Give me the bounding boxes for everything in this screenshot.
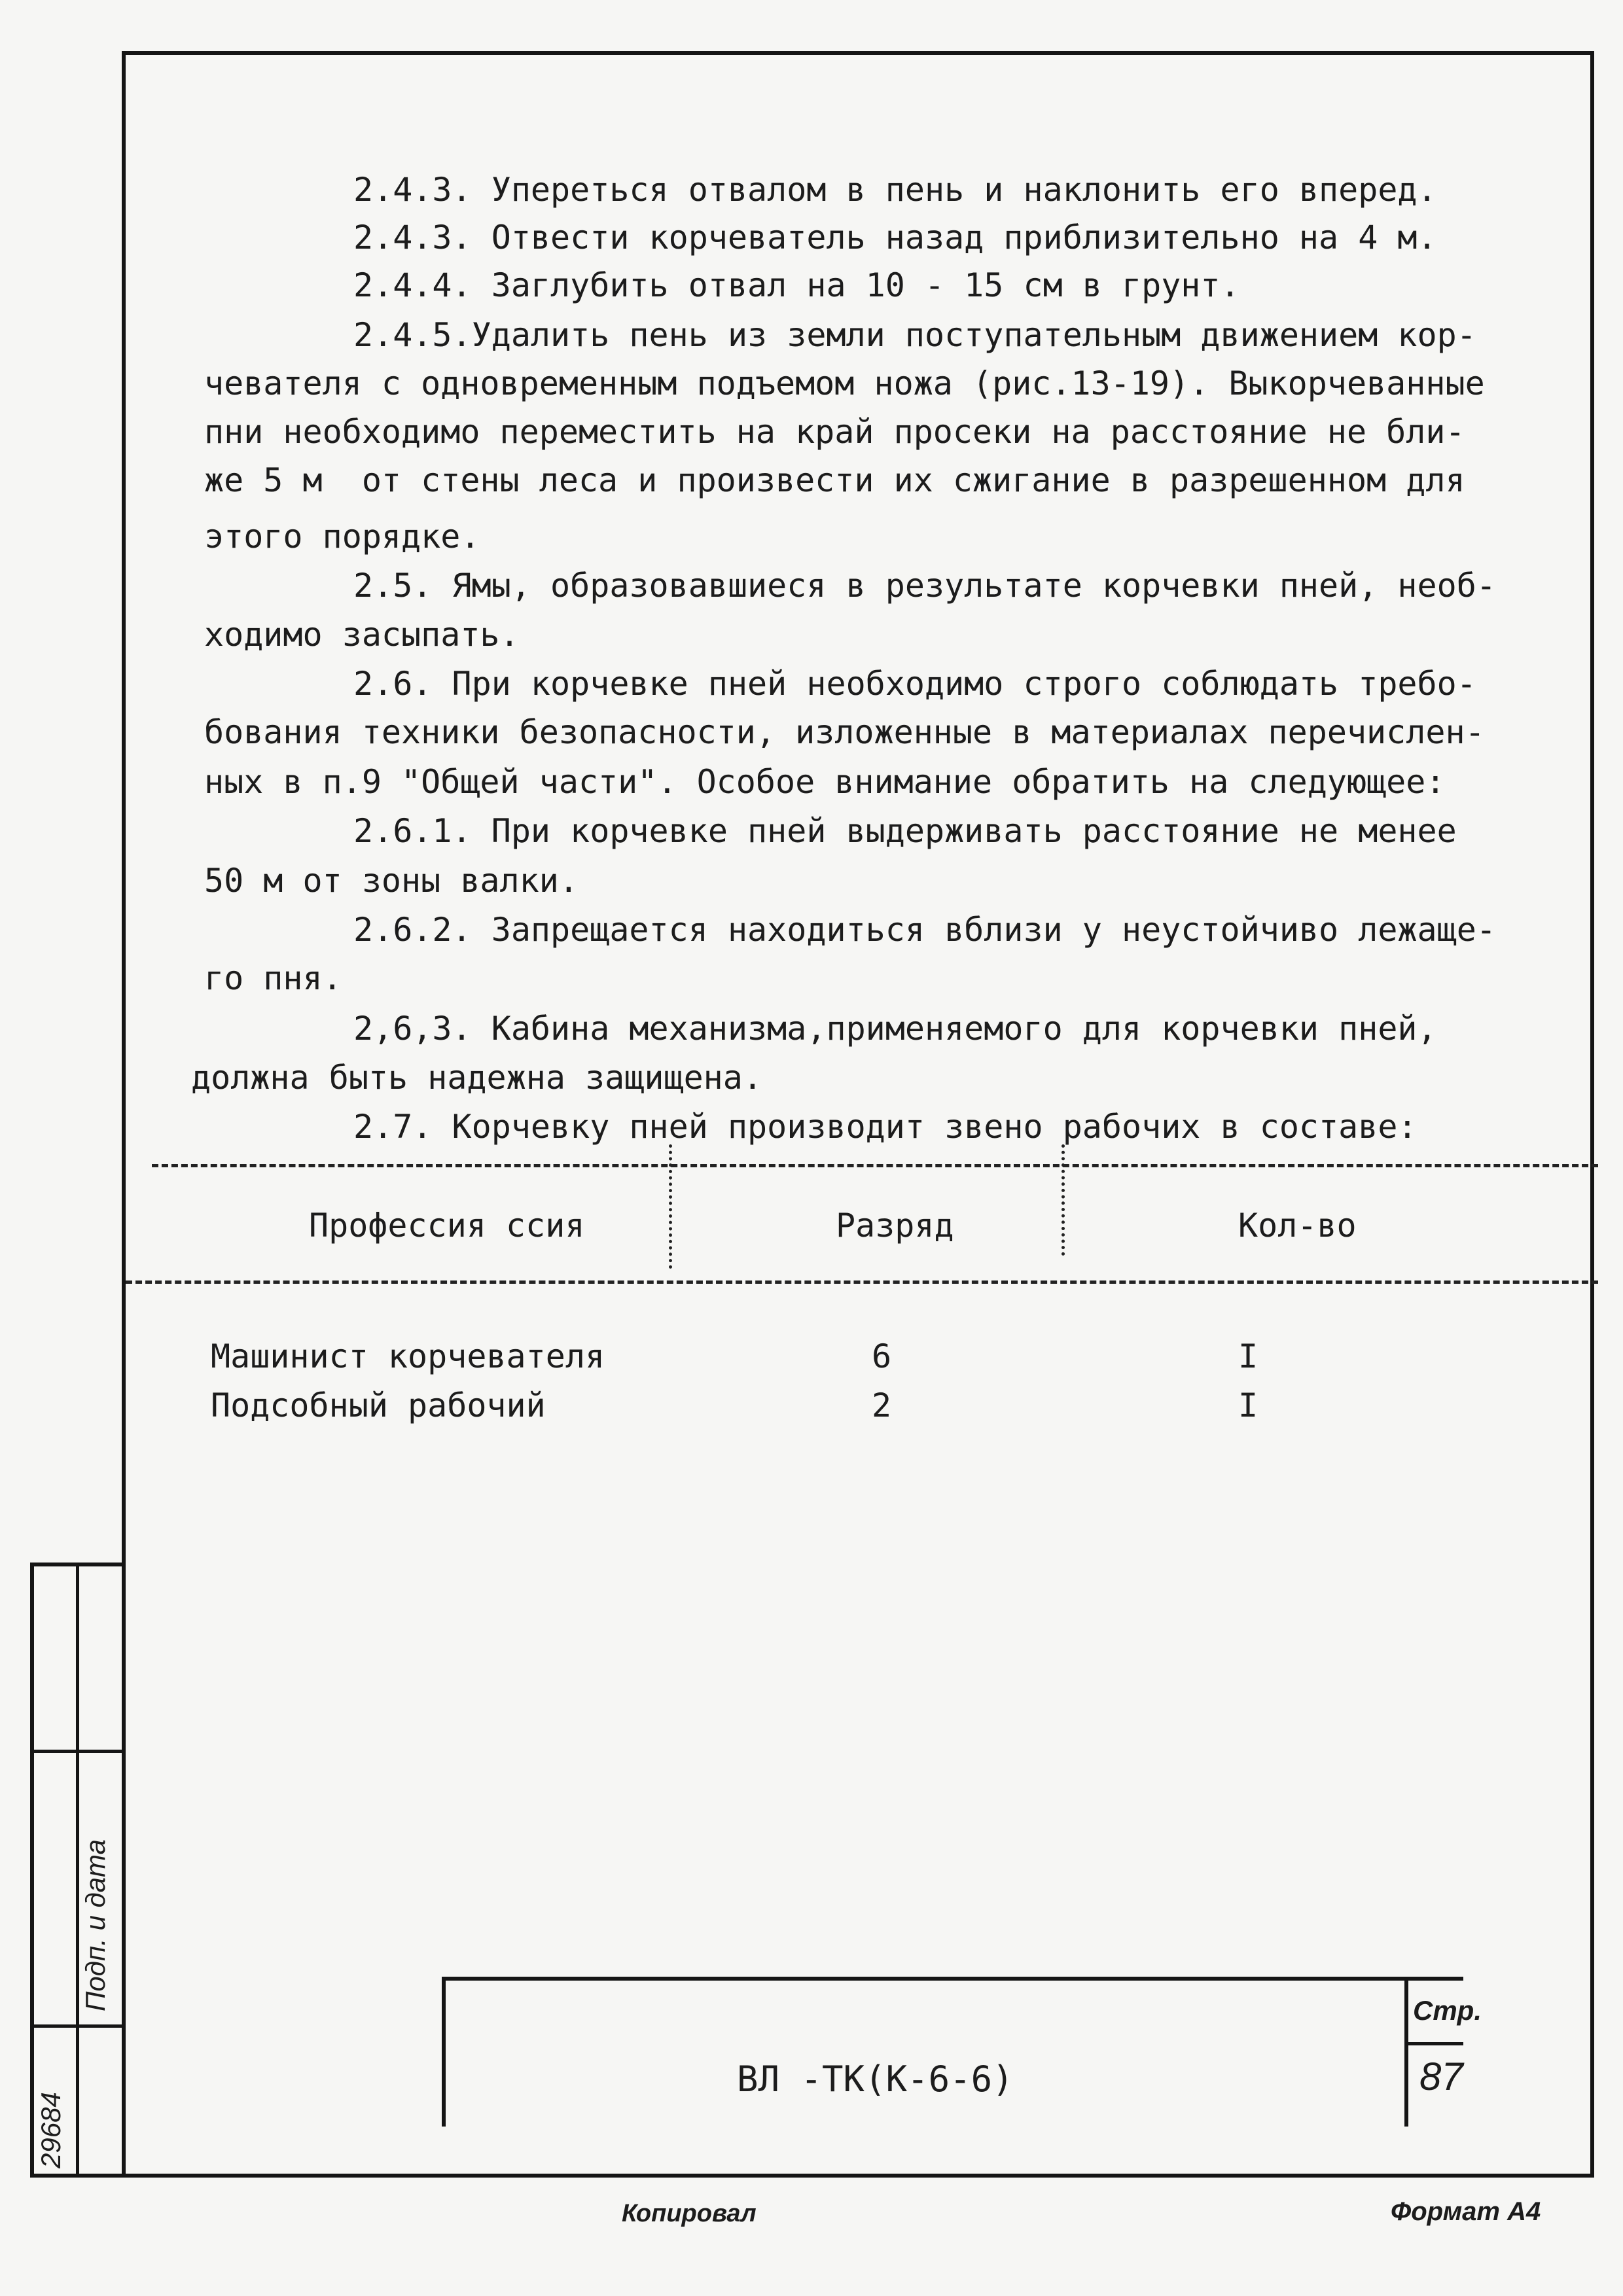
side-stamp-divider — [34, 1750, 122, 1753]
paragraph-line: 2.4.4. Заглубить отвал на 10 - 15 см в грунт. — [353, 266, 1240, 304]
paragraph-line: 2.6.2. Запрещается находиться вблизи у неустойчиво лежаще- — [353, 911, 1496, 949]
table-cell: I — [1238, 1386, 1258, 1424]
table-rule-top — [152, 1164, 1598, 1167]
paragraph-line: 2.5. Ямы, образовавшиеся в результате корчевки пней, необ- — [353, 567, 1496, 605]
paragraph-line: 2.6.1. При корчевке пней выдерживать расстояние не менее — [353, 812, 1457, 850]
paragraph-line: го пня. — [204, 959, 342, 997]
paragraph-line: ходимо засыпать. — [204, 616, 520, 654]
copied-label: Копировал — [622, 2200, 757, 2227]
title-block-divider — [1404, 1981, 1408, 2127]
paragraph-line: 2.6. При корчевке пней необходимо строго соблюдать требо- — [353, 665, 1476, 703]
format-label: Формат А4 — [1391, 2197, 1541, 2226]
paragraph-line: чевателя с одновременным подъемом ножа (рис.13-19). Выкорчеванные — [204, 364, 1485, 402]
paragraph-line: пни необходимо переместить на край просеки на расстояние не бли- — [204, 413, 1465, 451]
side-stamp-divider — [34, 2024, 122, 2028]
paragraph-line: бования техники безопасности, изложенные в материалах перечислен- — [204, 713, 1485, 751]
paragraph-line: же 5 м от стены леса и произвести их сжигание в разрешенном для — [204, 461, 1465, 499]
table-header-profession: Профессия ссия — [309, 1207, 585, 1245]
table-cell: Машинист корчевателя — [211, 1337, 605, 1375]
paragraph-line: ных в п.9 "Общей части". Особое внимание обратить на следующее: — [204, 763, 1446, 801]
table-cell: Подсобный рабочий — [211, 1386, 546, 1424]
side-stamp — [30, 1563, 126, 2178]
table-cell: 2 — [872, 1386, 892, 1424]
paragraph-line: 2.7. Корчевку пней производит звено рабочих в составе: — [353, 1108, 1418, 1146]
signature-date: Подп. и дата — [80, 1839, 111, 2011]
paragraph-line: 50 м от зоны валки. — [204, 862, 579, 900]
page-number: 87 — [1419, 2055, 1463, 2098]
table-col-divider — [669, 1144, 672, 1269]
title-block — [442, 1977, 1482, 2127]
page-frame — [122, 51, 1594, 2178]
side-stamp-divider — [76, 1566, 79, 2174]
paragraph-line: 2,6,3. Кабина механизма,применяемого для корчевки пней, — [353, 1010, 1437, 1048]
table-cell: I — [1238, 1337, 1258, 1375]
table-header-grade: Разряд — [836, 1207, 954, 1245]
document-code: ВЛ -ТК(К-6-6) — [737, 2058, 1014, 2100]
table-header-count: Кол-во — [1238, 1207, 1357, 1245]
paragraph-line: 2.4.3. Упереться отвалом в пень и наклонить его вперед. — [353, 171, 1437, 209]
paragraph-line: 2.4.5.Удалить пень из земли поступательным движением кор- — [353, 316, 1476, 354]
table-col-divider — [1061, 1144, 1065, 1256]
paragraph-line: 2.4.3. Отвести корчеватель назад приблизительно на 4 м. — [353, 219, 1437, 256]
page-label: Стр. — [1413, 1995, 1482, 2026]
paragraph-line: должна быть надежна защищена. — [191, 1059, 762, 1097]
table-rule-header — [126, 1280, 1598, 1284]
paragraph-line: этого порядке. — [204, 518, 480, 556]
title-block-divider — [1404, 2042, 1463, 2045]
table-cell: 6 — [872, 1337, 892, 1375]
inventory-number: 29684 — [35, 2092, 66, 2168]
